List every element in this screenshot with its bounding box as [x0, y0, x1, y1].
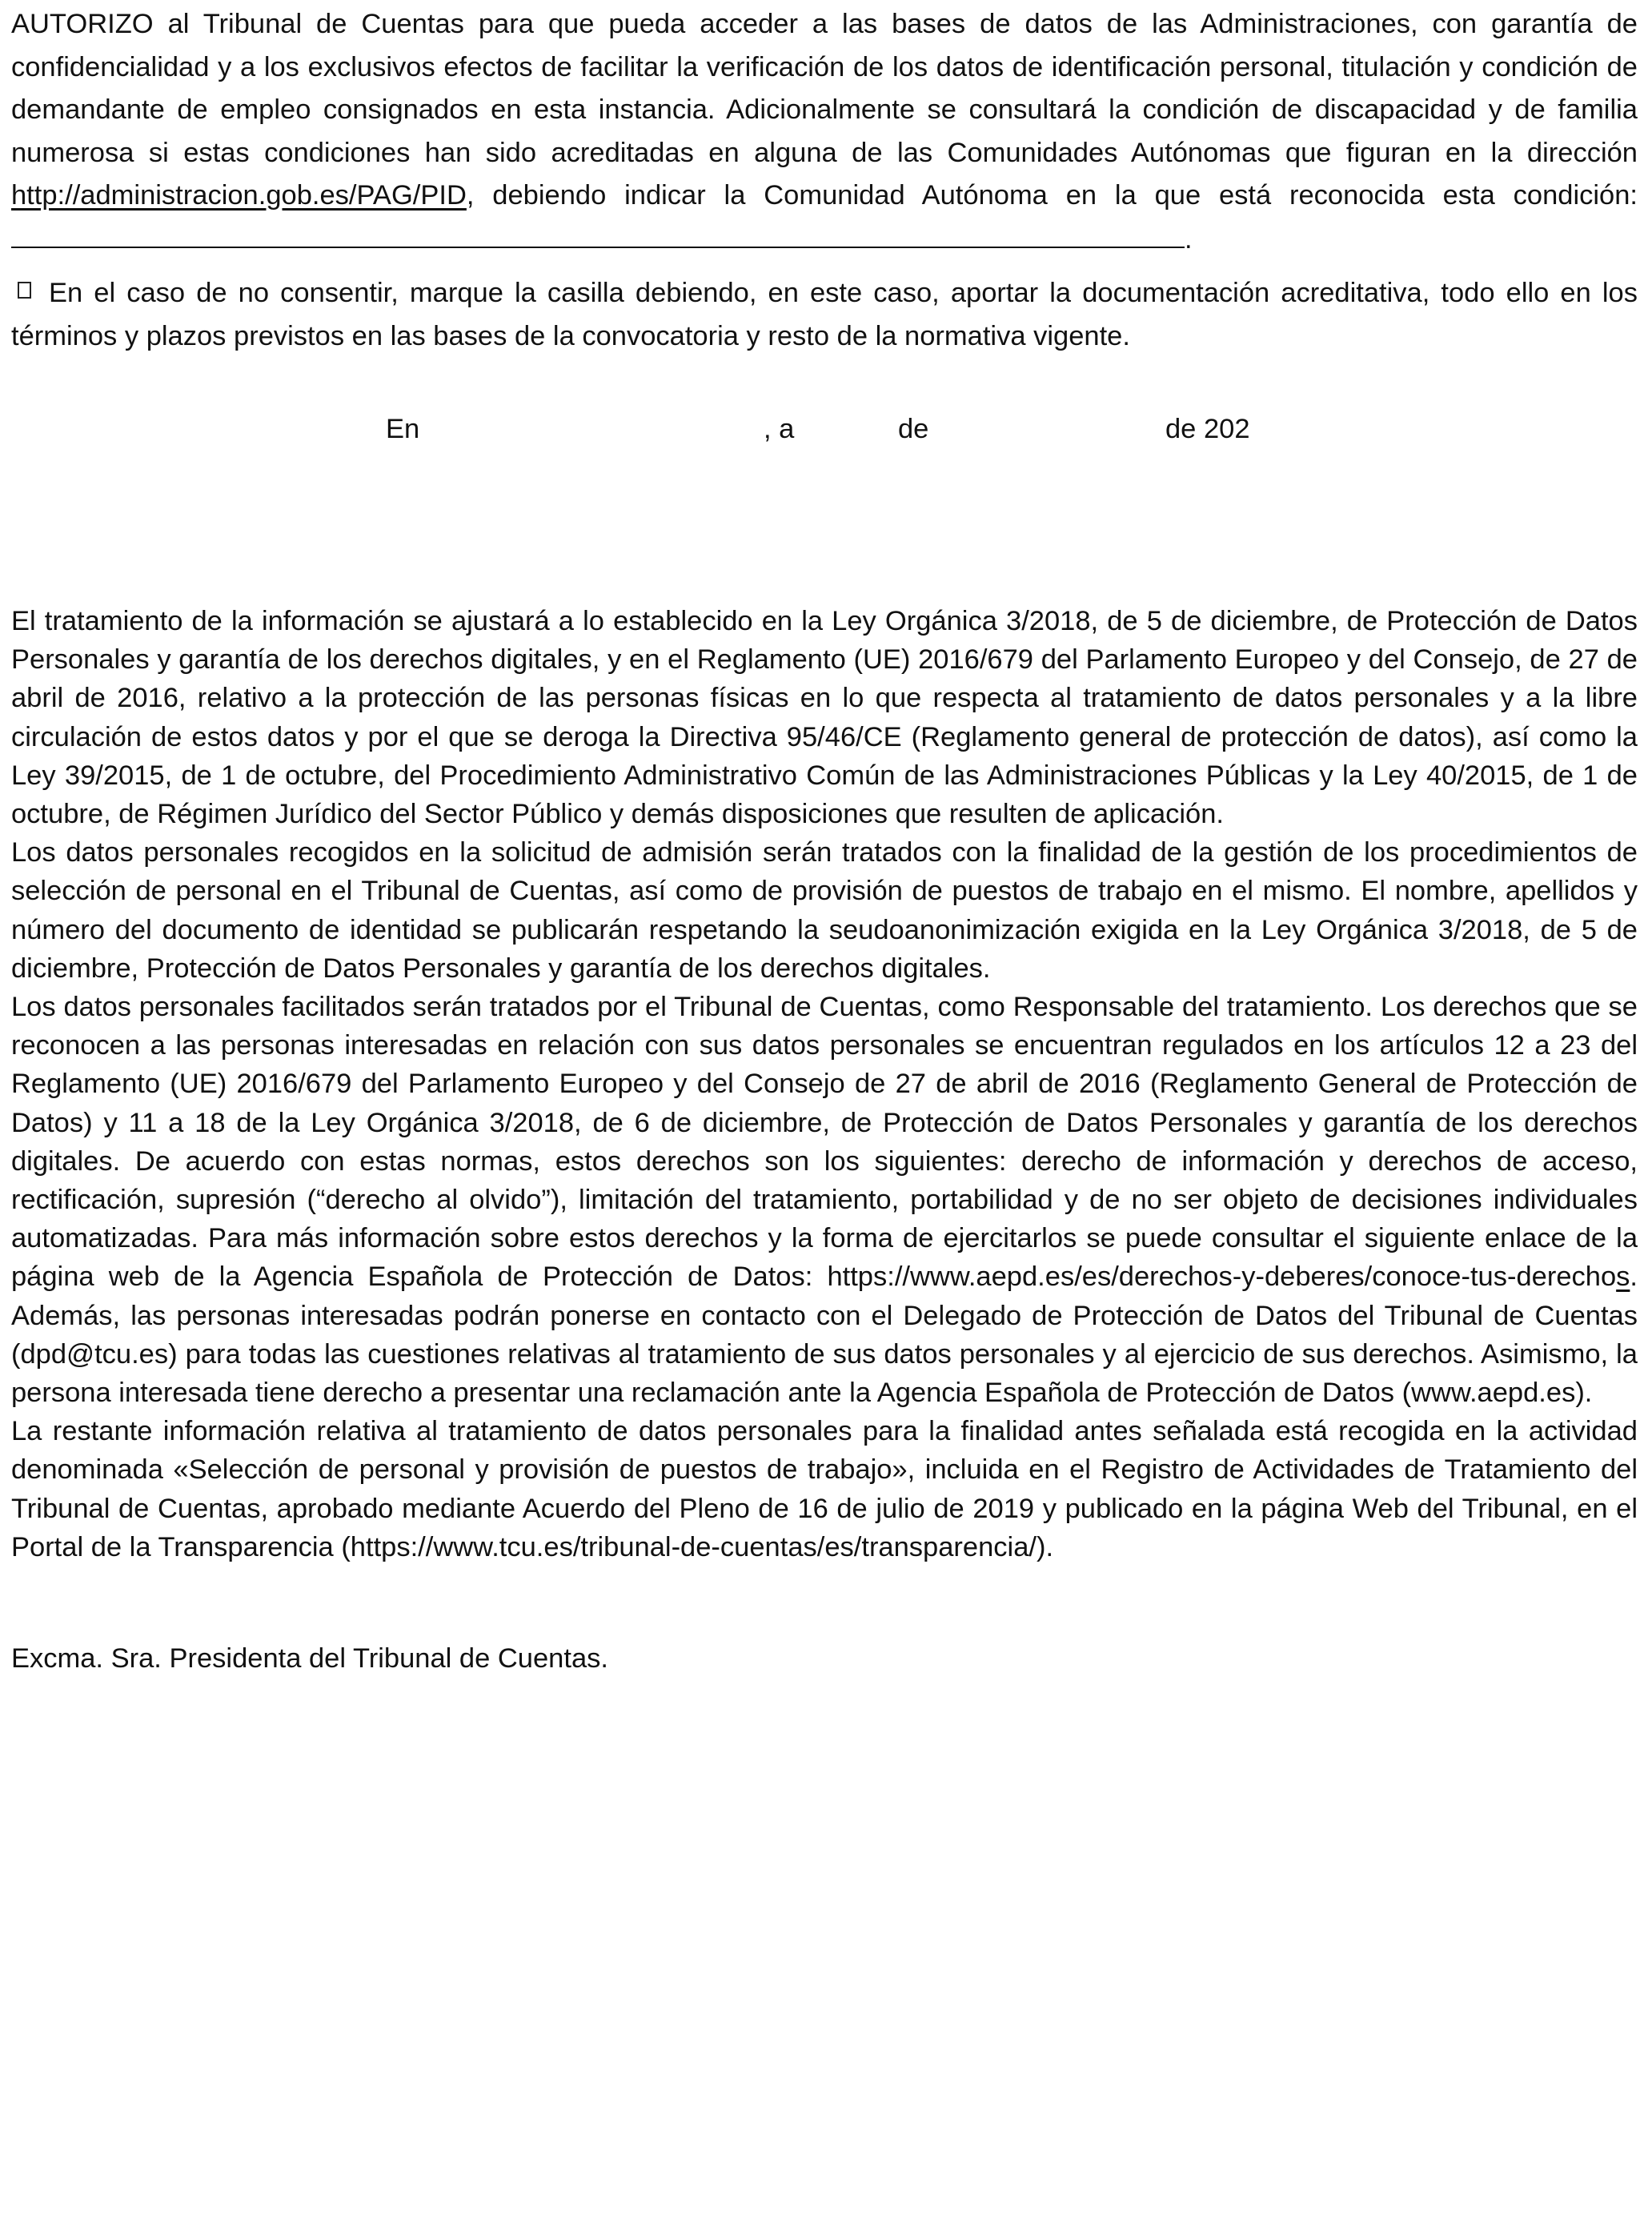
authorization-paragraph — [11, 3, 1638, 261]
consent-text: En el caso de no consentir, marque la casilla debiendo, en este caso, aportar la documentación acreditativa, todo ello en los términos y plazos previstos en las bases de la convocatoria y resto de la normativa vigente. — [11, 278, 1638, 351]
privacy-paragraph-3: Los datos personales facilitados serán tratados por el Tribunal de Cuentas, como Responsable del tratamiento. Los derechos que se reconocen a las personas interesadas en relación con sus datos personales se encuentran regulados en los artículos 12 a 23 del Reglamento (UE) 2016/679 del Parlamento Europeo y del Consejo de 27 de abril de 2016 (Reglamento General de Protección de Datos) y 11 a 18 de la Ley Orgánica 3/2018, de 6 de diciembre, de Protección de Datos Personales y garantía de los derechos digitales. De acuerdo con estas normas, estos derechos son los siguientes: derecho de información y derechos de acceso, rectificación, supresión (“derecho al olvido”), limitación del tratamiento, portabilidad y de no ser objeto de decisiones individuales automatizadas. Para más información sobre estos derechos y la forma de ejercitarlos se puede consultar el siguiente enlace de la página web de la Agencia Española de Protección de Datos: https://www.aepd.es/es/derechos-y-deberes/conoce-tus-derechos. Además, las personas interesadas podrán ponerse en contacto con el Delegado de Protección de Datos del Tribunal de Cuentas (dpd@tcu.es) para todas las cuestiones relativas al tratamiento de sus datos personales y al ejercicio de sus derechos. Asimismo, la persona interesada tiene derecho a presentar una reclamación ante la Agencia Española de Protección de Datos (www.aepd.es). — [11, 992, 1638, 1409]
recipient-line: Excma. Sra. Presidenta del Tribunal de Cuentas. — [11, 1643, 608, 1674]
date-de-label: de — [898, 414, 929, 444]
date-en-label: En — [386, 414, 420, 444]
privacy-paragraph-1: El tratamiento de la información se ajustará a lo establecido en la Ley Orgánica 3/2018, de 5 de diciembre, de Protección de Datos Personales y garantía de los derechos digitales, y en el Reglamento (UE) 2016/679 del Parlamento Europeo y del Consejo, de 27 de abril de 2016, relativo a la protección de las personas físicas en lo que respecta al tratamiento de datos personales y a la libre circulación de estos datos y por el que se deroga la Directiva 95/46/CE (Reglamento general de protección de datos), así como la Ley 39/2015, de 1 de octubre, del Procedimiento Administrativo Común de las Administraciones Públicas y la Ley 40/2015, de 1 de octubre, de Régimen Jurídico del Sector Público y demás disposiciones que resulten de aplicación. — [11, 606, 1638, 830]
privacy-paragraph-2: Los datos personales recogidos en la solicitud de admisión serán tratados con la finalidad de la gestión de los procedimientos de selección de personal en el Tribunal de Cuentas, así como de provisión de puestos de trabajo en el mismo. El nombre, apellidos y número del documento de identidad se publicarán respetando la seudoanonimización exigida en la Ley Orgánica 3/2018, de 5 de diciembre, Protección de Datos Personales y garantía de los derechos digitales. — [11, 837, 1638, 984]
privacy-paragraph-4: La restante información relativa al tratamiento de datos personales para la finalidad antes señalada está recogida en la actividad denominada «Selección de personal y provisión de puestos de trabajo», incluida en el Registro de Actividades de Tratamiento del Tribunal de Cuentas, aprobado mediante Acuerdo del Pleno de 16 de julio de 2019 y publicado en la página Web del Tribunal, en el Portal de la Transparencia (https://www.tcu.es/tribunal-de-cuentas/es/transparencia/). — [11, 1416, 1638, 1562]
authorization-text: AUTORIZO al Tribunal de Cuentas para que pueda acceder a las bases de datos de las Administraciones, con garantía de confidencialidad y a los exclusivos efectos de facilitar la verificación de los datos de identificación personal, titulación y condición de demandante de empleo consignados en esta instancia. Adicionalmente se consultará la condición de discapacidad y de familia numerosa si estas condiciones han sido acreditadas en alguna de las Comunidades Autónomas que figuran en la dirección — [11, 9, 1638, 168]
autonomous-community-field[interactable] — [11, 218, 1185, 248]
line-end-period: . — [1185, 223, 1193, 255]
pid-link[interactable]: http://administracion.gob.es/PAG/PID — [11, 180, 467, 211]
data-protection-section — [11, 602, 1638, 1566]
date-place-line — [11, 408, 1638, 451]
no-consent-checkbox[interactable] — [18, 282, 31, 299]
date-a-label: , a — [764, 414, 795, 444]
consent-paragraph — [11, 272, 1638, 358]
date-year-label: de 202 — [1165, 414, 1250, 444]
authorization-text-continued: , debiendo indicar la Comunidad Autónoma en la que está reconocida esta condición: — [466, 180, 1638, 211]
